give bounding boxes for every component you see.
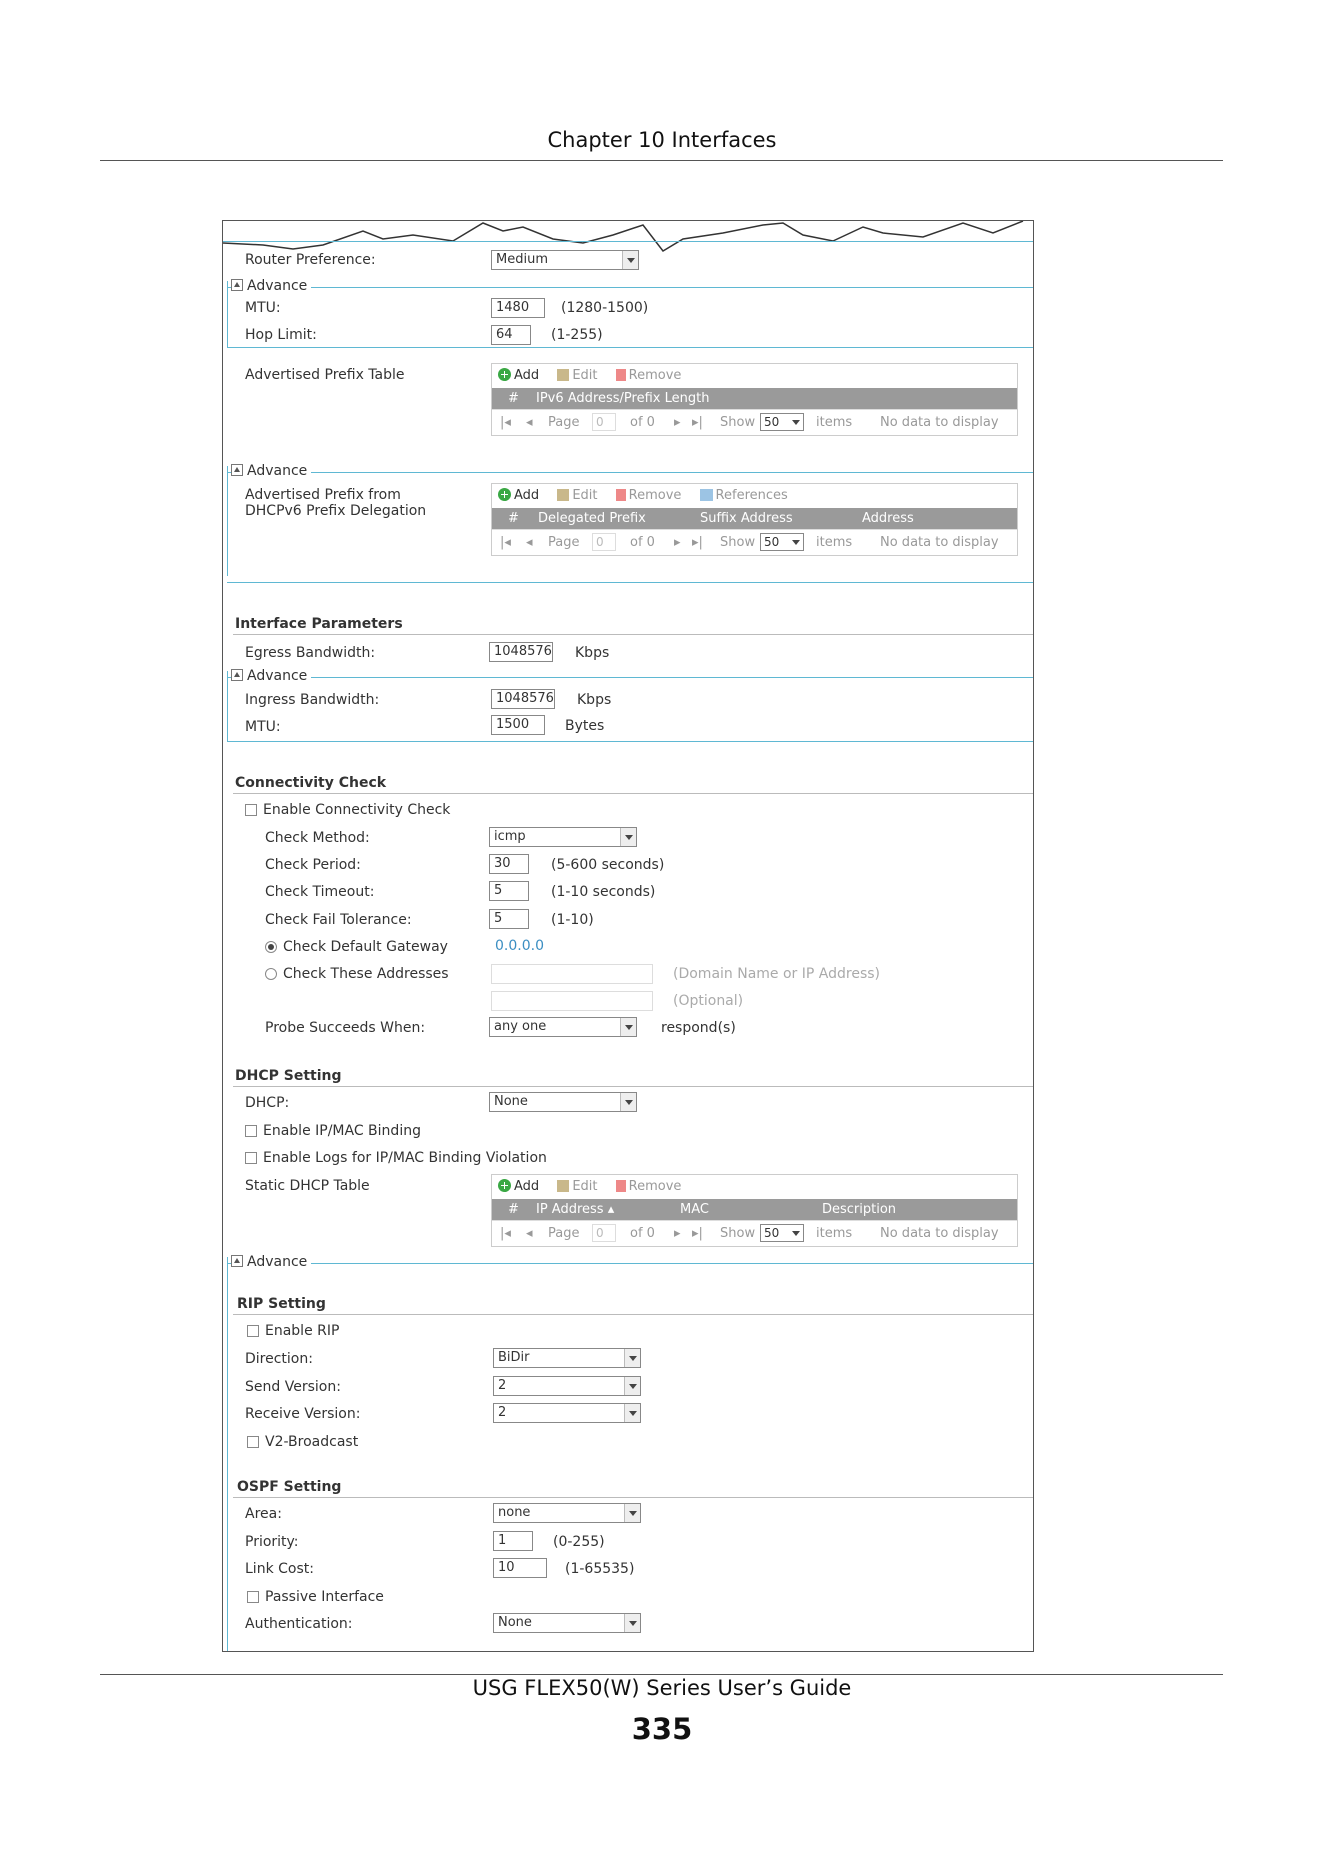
footer-rule: [100, 1674, 1223, 1675]
mtu-label: MTU:: [245, 300, 281, 316]
passive-interface-label: Passive Interface: [265, 1589, 384, 1605]
link-cost-label: Link Cost:: [245, 1561, 314, 1577]
col-ip-address[interactable]: IP Address ▴: [536, 1202, 615, 1217]
probe-label: Probe Succeeds When:: [265, 1020, 426, 1036]
egress-unit: Kbps: [575, 645, 610, 661]
section-connectivity-check: Connectivity Check: [235, 775, 387, 791]
check-timeout-hint: (1-10 seconds): [551, 884, 656, 900]
trash-icon: [616, 1180, 626, 1192]
address-input-2[interactable]: [491, 991, 653, 1011]
mtu-input[interactable]: 1480: [491, 298, 545, 318]
section-dhcp-setting: DHCP Setting: [235, 1068, 342, 1084]
prev-page-icon[interactable]: ◂: [526, 415, 533, 430]
dhcp-add-button[interactable]: Add: [498, 1179, 539, 1194]
dhcp-select[interactable]: None: [489, 1092, 637, 1112]
ingress-input[interactable]: 1048576: [491, 689, 555, 709]
edit-icon: [557, 489, 569, 501]
probe-select[interactable]: any one: [489, 1017, 637, 1037]
check-timeout-input[interactable]: 5: [489, 881, 529, 901]
add-icon: [498, 488, 511, 501]
trash-icon: [616, 489, 626, 501]
advance-toggle-delegation[interactable]: Advance: [231, 463, 311, 479]
page-number: 335: [631, 1712, 693, 1746]
these-addresses-label: Check These Addresses: [283, 966, 449, 982]
col-prefix[interactable]: IPv6 Address/Prefix Length: [536, 391, 710, 406]
these-addresses-radio[interactable]: [265, 968, 277, 980]
binding-logs-label: Enable Logs for IP/MAC Binding Violation: [263, 1150, 547, 1166]
collapse-icon: [231, 1255, 243, 1267]
col-description[interactable]: Description: [822, 1202, 897, 1217]
router-preference-select[interactable]: Medium: [491, 250, 639, 270]
probe-suffix: respond(s): [661, 1020, 736, 1036]
static-dhcp-label: Static DHCP Table: [245, 1178, 370, 1194]
default-gateway-label: Check Default Gateway: [283, 939, 448, 955]
prefix-remove-button[interactable]: Remove: [616, 368, 682, 383]
chevron-down-icon: [620, 828, 636, 846]
authentication-label: Authentication:: [245, 1616, 353, 1632]
delegation-remove-button[interactable]: Remove: [616, 488, 682, 503]
delegation-table: Add Edit Remove References # Delegated Prefix Suffix Address Address |◂ ◂ Page 0 of 0 ▸ ▸| Show 50 items No data to display: [491, 483, 1018, 556]
receive-version-label: Receive Version:: [245, 1406, 361, 1422]
router-preference-label: Router Preference:: [245, 252, 376, 268]
prefix-table: [491, 363, 1018, 436]
link-cost-hint: (1-65535): [565, 1561, 635, 1577]
iface-mtu-input[interactable]: 1500: [491, 715, 545, 735]
check-fail-label: Check Fail Tolerance:: [265, 912, 412, 928]
collapse-icon: [231, 669, 243, 681]
default-gateway-radio[interactable]: [265, 941, 277, 953]
empty-message: No data to display: [880, 415, 999, 430]
chevron-down-icon: [622, 251, 638, 269]
chevron-down-icon: [624, 1504, 640, 1522]
check-period-label: Check Period:: [265, 857, 361, 873]
page-input[interactable]: 0: [592, 413, 616, 431]
direction-select[interactable]: BiDir: [493, 1348, 641, 1368]
egress-label: Egress Bandwidth:: [245, 645, 376, 661]
chevron-down-icon: [620, 1093, 636, 1111]
page-input[interactable]: 0: [592, 1224, 616, 1242]
last-page-icon[interactable]: ▸|: [692, 535, 703, 550]
hop-limit-input[interactable]: 64: [491, 325, 531, 345]
v2-broadcast-label: V2-Broadcast: [265, 1434, 359, 1450]
chevron-down-icon: [624, 1377, 640, 1395]
delegation-references-button[interactable]: References: [700, 488, 788, 503]
check-fail-input[interactable]: 5: [489, 909, 529, 929]
authentication-select[interactable]: None: [493, 1613, 641, 1633]
area-select[interactable]: none: [493, 1503, 641, 1523]
col-mac[interactable]: MAC: [680, 1202, 709, 1217]
col-suffix[interactable]: Suffix Address: [700, 511, 793, 526]
dhcp-label: DHCP:: [245, 1095, 290, 1111]
enable-rip-label: Enable RIP: [265, 1323, 340, 1339]
send-version-label: Send Version:: [245, 1379, 341, 1395]
prefix-edit-button[interactable]: Edit: [557, 368, 597, 383]
delegation-edit-button[interactable]: Edit: [557, 488, 597, 503]
collapse-icon: [231, 464, 243, 476]
check-method-select[interactable]: icmp: [489, 827, 637, 847]
page-input[interactable]: 0: [592, 533, 616, 551]
empty-message: No data to display: [880, 1226, 999, 1241]
chevron-down-icon: [624, 1614, 640, 1632]
col-num: #: [508, 391, 519, 406]
passive-interface-checkbox[interactable]: [247, 1591, 259, 1603]
edit-icon: [557, 1180, 569, 1192]
prefix-toolbar: [492, 364, 1017, 388]
priority-input[interactable]: 1: [493, 1531, 533, 1551]
egress-input[interactable]: 1048576: [489, 642, 553, 662]
next-page-icon[interactable]: ▸: [674, 535, 681, 550]
static-dhcp-table: Add Edit Remove # IP Address ▴ MAC Description |◂ ◂ Page 0 of 0 ▸ ▸| Show 50 items No data to display: [491, 1174, 1018, 1247]
check-period-hint: (5-600 seconds): [551, 857, 665, 873]
header-rule: [100, 160, 1223, 161]
prefix-table-header: [492, 388, 1017, 409]
ingress-unit: Kbps: [577, 692, 612, 708]
next-page-icon[interactable]: ▸: [674, 415, 681, 430]
hop-limit-label: Hop Limit:: [245, 327, 317, 343]
chapter-heading: Chapter 10 Interfaces: [547, 128, 777, 152]
last-page-icon[interactable]: ▸|: [692, 1226, 703, 1241]
advance-toggle-interface[interactable]: Advance: [231, 668, 311, 684]
chevron-down-icon: [624, 1404, 640, 1422]
first-page-icon[interactable]: |◂: [500, 1226, 511, 1241]
v2-broadcast-checkbox[interactable]: [247, 1436, 259, 1448]
iface-mtu-label: MTU:: [245, 719, 281, 735]
enable-rip-checkbox[interactable]: [247, 1325, 259, 1337]
dhcp-remove-button[interactable]: Remove: [616, 1179, 682, 1194]
prefix-table-label: Advertised Prefix Table: [245, 367, 405, 383]
ip-mac-binding-label: Enable IP/MAC Binding: [263, 1123, 421, 1139]
section-interface-parameters: Interface Parameters: [235, 616, 403, 632]
show-select[interactable]: 50: [760, 533, 804, 551]
empty-message: No data to display: [880, 535, 999, 550]
first-page-icon[interactable]: |◂: [500, 415, 511, 430]
enable-connectivity-checkbox[interactable]: [245, 804, 257, 816]
direction-label: Direction:: [245, 1351, 313, 1367]
section-ospf-setting: OSPF Setting: [237, 1479, 342, 1495]
advance-toggle-router[interactable]: Advance: [231, 278, 311, 294]
priority-label: Priority:: [245, 1534, 299, 1550]
hop-limit-hint: (1-255): [551, 327, 603, 343]
check-fail-hint: (1-10): [551, 912, 594, 928]
prefix-add-button[interactable]: Add: [498, 368, 539, 383]
delegation-label-2: DHCPv6 Prefix Delegation: [245, 503, 427, 519]
ip-mac-binding-checkbox[interactable]: [245, 1125, 257, 1137]
default-gateway-value: 0.0.0.0: [495, 938, 544, 954]
prev-page-icon[interactable]: ◂: [526, 535, 533, 550]
screenshot-frame: [222, 220, 1034, 1652]
show-select[interactable]: 50: [760, 413, 804, 431]
advance-toggle-dhcp[interactable]: Advance: [231, 1254, 311, 1270]
iface-mtu-unit: Bytes: [565, 718, 605, 734]
enable-connectivity-label: Enable Connectivity Check: [263, 802, 451, 818]
address-input-1[interactable]: [491, 964, 653, 984]
dhcp-edit-button[interactable]: Edit: [557, 1179, 597, 1194]
collapse-icon: [231, 279, 243, 291]
col-address[interactable]: Address: [862, 511, 914, 526]
binding-logs-checkbox[interactable]: [245, 1152, 257, 1164]
link-cost-input[interactable]: 10: [493, 1558, 547, 1578]
advance-rule: [227, 287, 1033, 288]
priority-hint: (0-255): [553, 1534, 605, 1550]
references-icon: [700, 489, 713, 501]
check-period-input[interactable]: 30: [489, 854, 529, 874]
delegation-label-1: Advertised Prefix from: [245, 487, 401, 503]
add-icon: [498, 1179, 511, 1192]
ingress-label: Ingress Bandwidth:: [245, 692, 380, 708]
edit-icon: [557, 369, 569, 381]
prefix-pager: |◂ ◂ Page 0 of 0 ▸ ▸| Show 50 items No data to display: [492, 409, 1017, 435]
last-page-icon[interactable]: ▸|: [692, 415, 703, 430]
area-label: Area:: [245, 1506, 282, 1522]
chevron-down-icon: [624, 1349, 640, 1367]
prev-page-icon[interactable]: ◂: [526, 1226, 533, 1241]
chevron-down-icon: [620, 1018, 636, 1036]
address-hint-2: (Optional): [673, 993, 744, 1009]
check-timeout-label: Check Timeout:: [265, 884, 375, 900]
add-icon: [498, 368, 511, 381]
section-rip-setting: RIP Setting: [237, 1296, 326, 1312]
receive-version-select[interactable]: 2: [493, 1403, 641, 1423]
footer-guide-title: USG FLEX50(W) Series User’s Guide: [472, 1676, 852, 1700]
show-select[interactable]: 50: [760, 1224, 804, 1242]
col-delegated[interactable]: Delegated Prefix: [538, 511, 646, 526]
mtu-hint: (1280-1500): [561, 300, 649, 316]
trash-icon: [616, 369, 626, 381]
delegation-add-button[interactable]: Add: [498, 488, 539, 503]
next-page-icon[interactable]: ▸: [674, 1226, 681, 1241]
first-page-icon[interactable]: |◂: [500, 535, 511, 550]
blue-rule: [223, 241, 1033, 242]
check-method-label: Check Method:: [265, 830, 370, 846]
address-hint-1: (Domain Name or IP Address): [673, 966, 880, 982]
send-version-select[interactable]: 2: [493, 1376, 641, 1396]
